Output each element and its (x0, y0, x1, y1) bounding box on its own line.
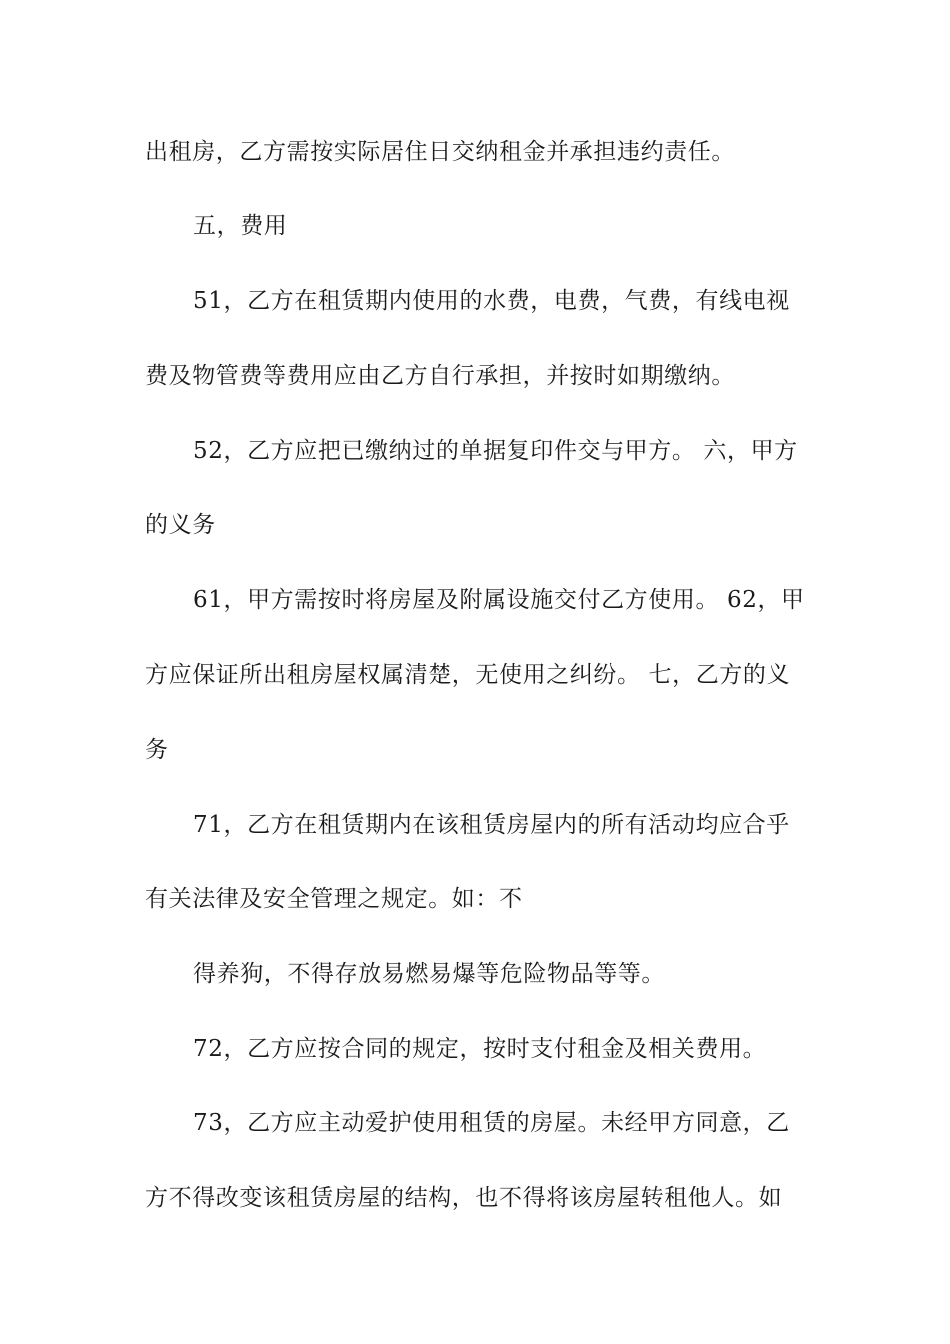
text-line-15: 方不得改变该租赁房屋的结构，也不得将该房屋转租他人。如 (145, 1185, 783, 1211)
section-heading-expenses: 五，费用 (193, 213, 288, 239)
text-line-4: 费及物管费等费用应由乙方自行承担，并按时如期缴纳。 (145, 363, 735, 389)
text-line-14: 73，乙方应主动爱护使用租赁的房屋。未经甲方同意，乙 (193, 1110, 790, 1136)
text-line-12: 得养狗，不得存放易燃易爆等危险物品等等。 (193, 961, 665, 987)
text-line-3: 51，乙方在租赁期内使用的水费，电费，气费，有线电视 (193, 288, 790, 314)
text-line-13: 72，乙方应按合同的规定，按时支付租金及相关费用。 (193, 1036, 767, 1062)
text-line-6: 的义务 (145, 512, 216, 538)
text-line-8: 方应保证所出租房屋权属清楚，无使用之纠纷。 七，乙方的义 (145, 662, 791, 688)
text-line-11: 有关法律及安全管理之规定。如：不 (145, 886, 523, 912)
text-line-5: 52，乙方应把已缴纳过的单据复印件交与甲方。 六，甲方 (193, 438, 798, 464)
text-line-1: 出租房，乙方需按实际居住日交纳租金并承担违约责任。 (145, 139, 735, 165)
text-line-10: 71，乙方在租赁期内在该租赁房屋内的所有活动均应合乎 (193, 812, 790, 838)
text-line-9: 务 (145, 737, 169, 763)
text-line-7: 61，甲方需按时将房屋及附属设施交付乙方使用。 62，甲 (193, 587, 805, 613)
